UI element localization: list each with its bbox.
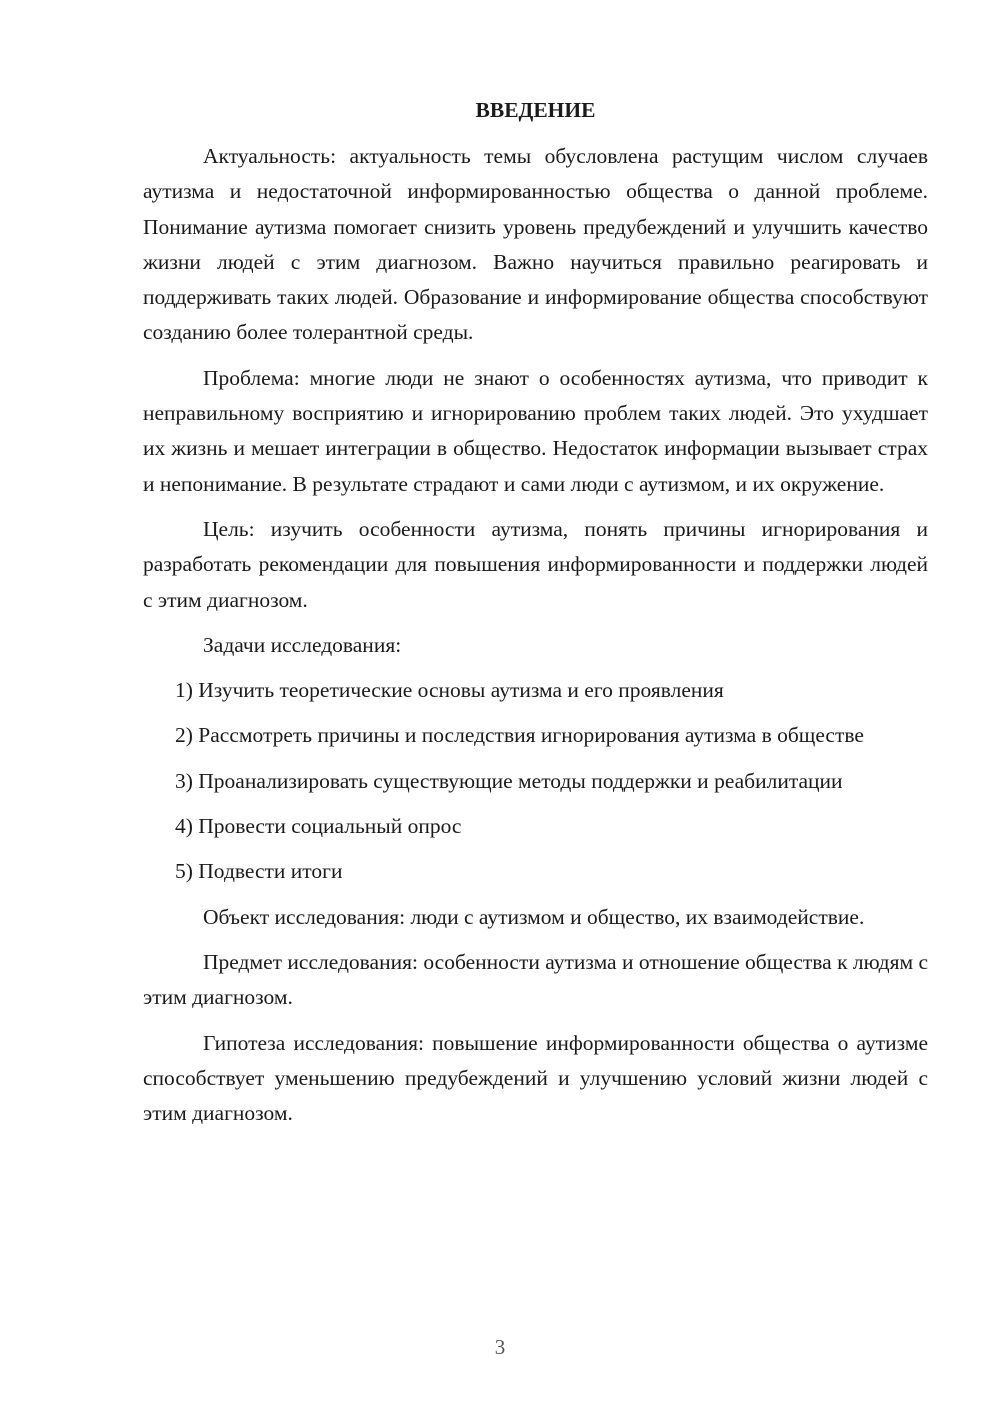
page-number: 3 — [494, 1335, 506, 1359]
tasks-list — [143, 673, 928, 889]
goal-paragraph: Цель: изучить особенности аутизма, понять причины игнорирования и разработать рекомендации для повышения информированности и поддержки людей с этим диагнозом. — [143, 516, 928, 612]
object-paragraph: Объект исследования: люди с аутизмом и общество, их взаимодействие. — [203, 904, 865, 929]
section-title: ВВЕДЕНИЕ — [475, 98, 596, 122]
task-item: 4) Провести социальный опрос — [175, 814, 462, 839]
task-item: 5) Подвести итоги — [175, 859, 343, 884]
subject-paragraph: Предмет исследования: особенности аутизма и отношение общества к людям с этим диагнозом. — [143, 949, 928, 1010]
problem-paragraph: Проблема: многие люди не знают о особенностях аутизма, что приводит к неправильному восприятию и игнорированию проблем таких людей. Это ухудшает их жизнь и мешает интеграции в общество. Недостаток информации вызывает страх и непонимание. В результате страдают и сами люди с аутизмом, и их окружение. — [143, 365, 928, 496]
task-item: 2) Рассмотреть причины и последствия игнорирования аутизма в обществе — [175, 723, 864, 748]
task-item: 3) Проанализировать существующие методы поддержки и реабилитации — [175, 768, 843, 793]
document-page — [143, 93, 928, 1141]
task-item: 1) Изучить теоретические основы аутизма и его проявления — [175, 678, 724, 703]
relevance-paragraph: Актуальность: актуальность темы обусловлена растущим числом случаев аутизма и недостаточной информированностью общества о данной проблеме. Понимание аутизма помогает снизить уровень предубеждений и улучшить качество жизни людей с этим диагнозом. Важно научиться правильно реагировать и поддерживать таких людей. Образование и информирование общества способствуют созданию более толерантной среды. — [143, 144, 928, 345]
hypothesis-paragraph: Гипотеза исследования: повышение информированности общества о аутизме способствует уменьшению предубеждений и улучшению условий жизни людей с этим диагнозом. — [143, 1030, 928, 1126]
tasks-heading: Задачи исследования: — [203, 632, 402, 657]
